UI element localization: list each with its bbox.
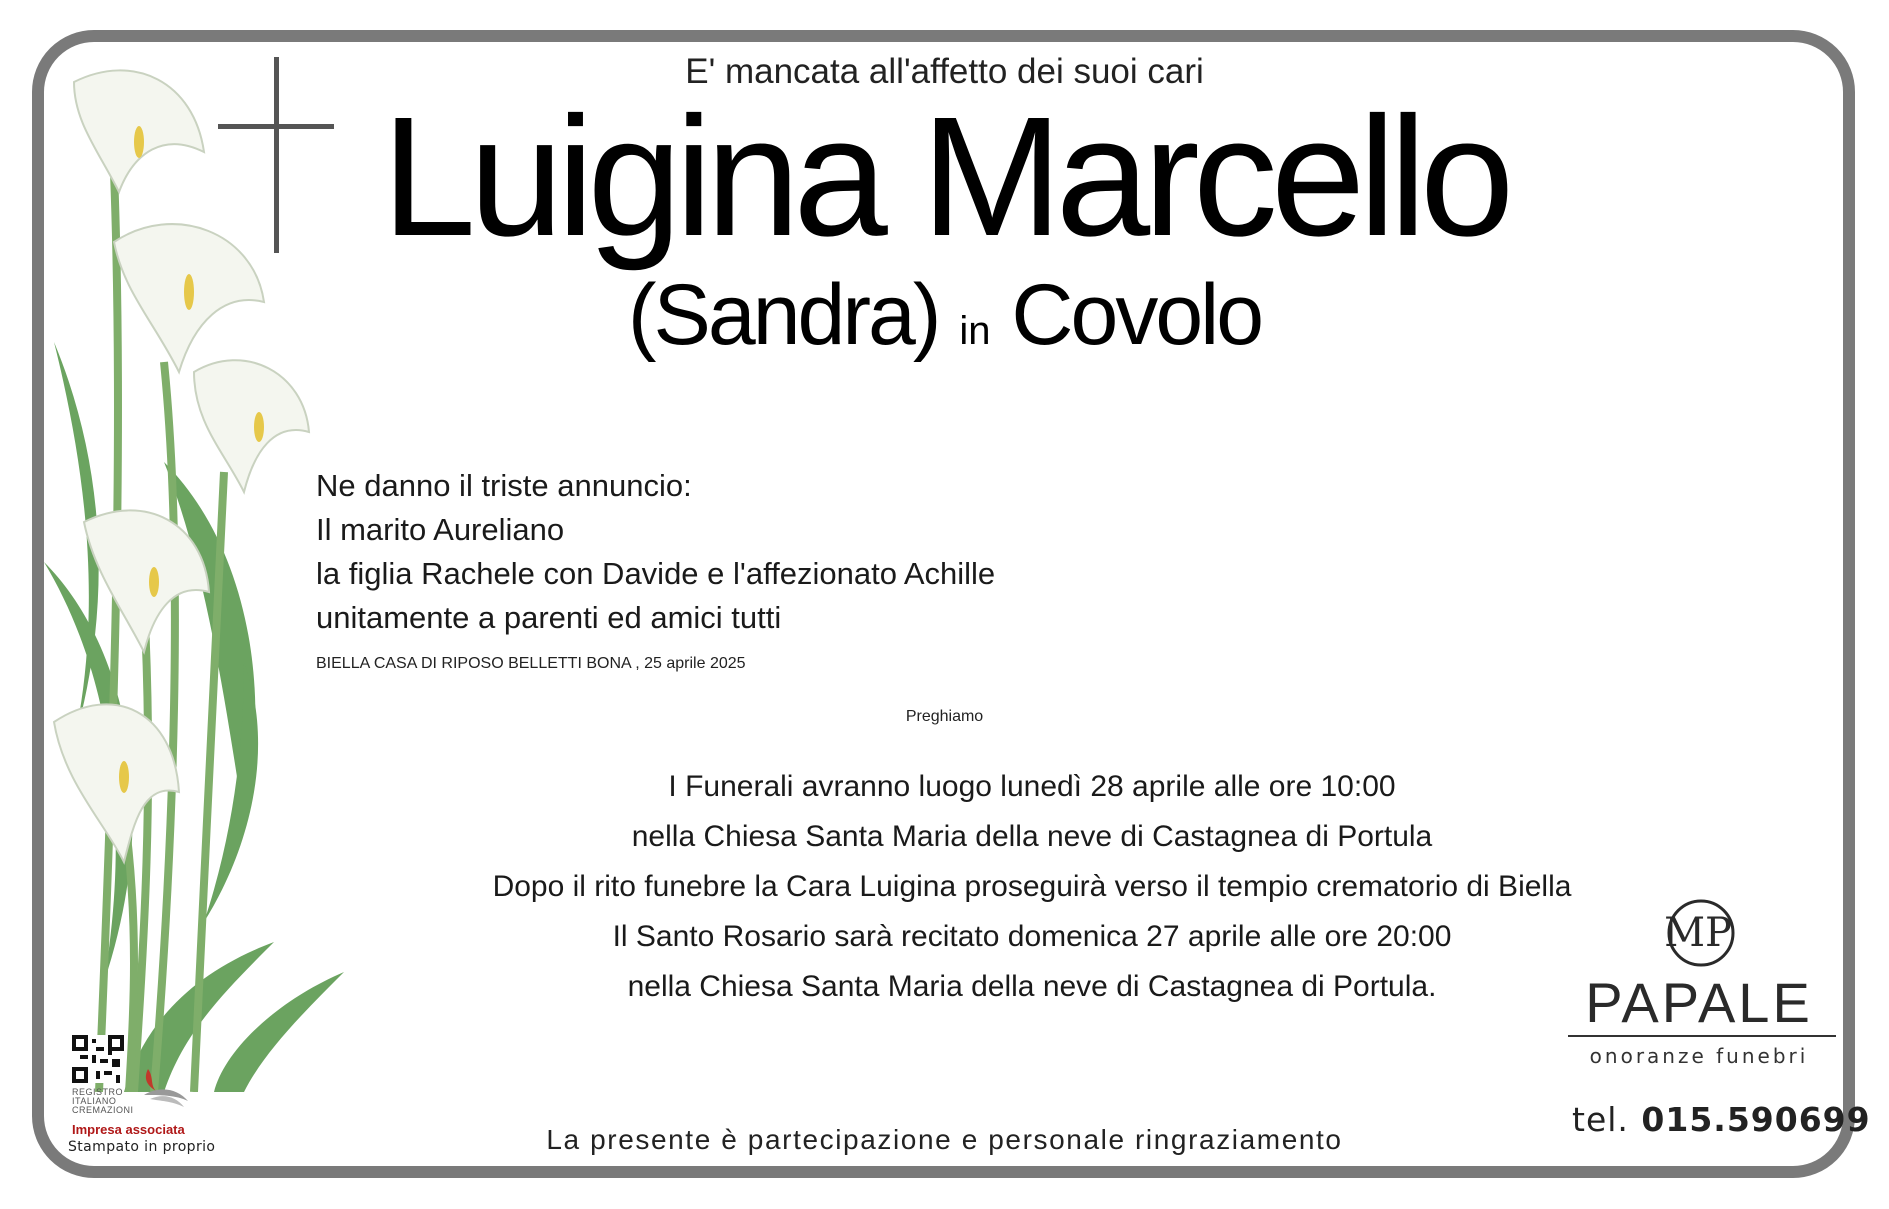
agency-divider [1568, 1035, 1836, 1037]
announcement-block [316, 464, 995, 640]
funeral-line: Il Santo Rosario sarà recitato domenica 27 aprile alle ore 20:00 [612, 920, 1452, 953]
registry-line: CREMAZIONI [72, 1105, 134, 1115]
registry-line: ITALIANO [72, 1096, 117, 1106]
funeral-line: nella Chiesa Santa Maria della neve di Castagnea di Portula. [627, 970, 1437, 1003]
funeral-line: I Funerali avranno luogo lunedì 28 aprile alle ore 10:00 [668, 770, 1396, 803]
registry-line: REGISTRO [72, 1087, 124, 1097]
agency-name: PAPALE [1585, 971, 1813, 1034]
agency-phone [1572, 1100, 1871, 1139]
announce-line: la figlia Rachele con Davide e l'affezionato Achille [316, 556, 996, 591]
agency-subtitle: onoranze funebri [1589, 1044, 1809, 1068]
place-date: BIELLA CASA DI RIPOSO BELLETTI BONA , 25 aprile 2025 [316, 655, 746, 672]
phone-prefix: tel. [1572, 1100, 1629, 1139]
cremation-registry-logo [140, 1065, 192, 1111]
funeral-line: Dopo il rito funebre la Cara Luigina proseguirà verso il tempio crematorio di Biella [492, 870, 1572, 903]
associated-label: Impresa associata [72, 1122, 185, 1137]
connector-word: in [959, 309, 991, 353]
monogram-text: MP [1664, 910, 1732, 956]
married-name: Covolo [1011, 267, 1262, 363]
announce-line: Il marito Aureliano [316, 512, 565, 547]
nickname: (Sandra) [627, 267, 939, 363]
qr-code-icon [72, 1035, 124, 1083]
agency-monogram-logo [1653, 896, 1743, 970]
deceased-name: Luigina Marcello [381, 82, 1508, 272]
registry-label [72, 1088, 134, 1115]
printed-label: Stampato in proprio [68, 1139, 216, 1155]
announce-line: Ne danno il triste annuncio: [316, 468, 692, 503]
thanks-line: La presente è partecipazione e personale ringraziamento [546, 1124, 1343, 1155]
prayer-text: Preghiamo [905, 708, 984, 725]
funeral-line: nella Chiesa Santa Maria della neve di Castagnea di Portula [631, 820, 1433, 853]
intro-text: E' mancata all'affetto dei suoi cari [685, 52, 1204, 91]
announce-line: unitamente a parenti ed amici tutti [316, 600, 782, 635]
phone-number: 015.590699 [1641, 1100, 1871, 1139]
alias-line [0, 267, 1889, 363]
